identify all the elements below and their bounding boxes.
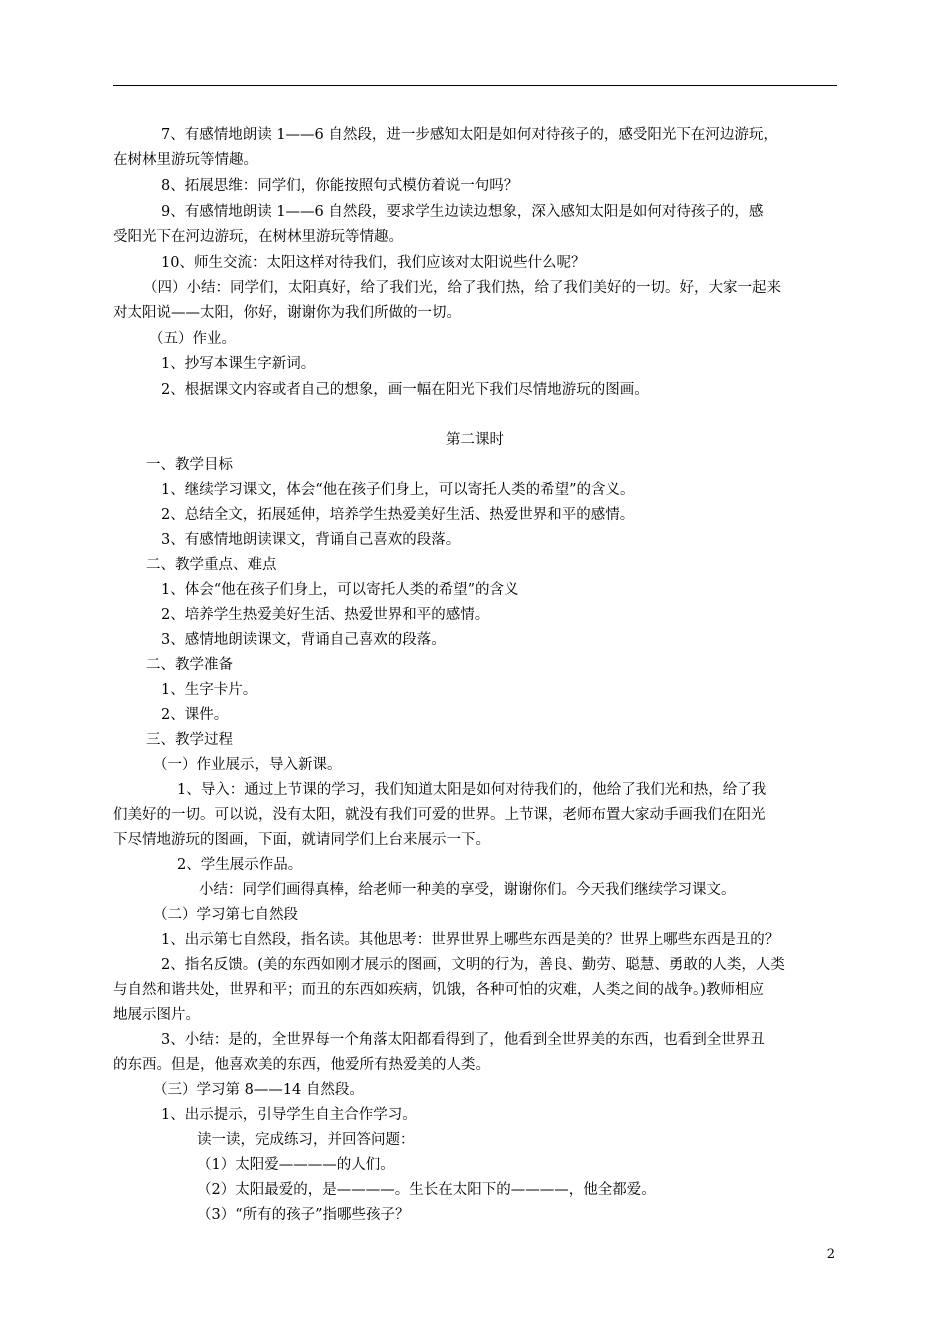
- text-line: 对太阳说——太阳，你好，谢谢你为我们所做的一切。: [113, 305, 461, 321]
- text-line: 1、出示提示，引导学生自主合作学习。: [161, 1107, 417, 1123]
- text-line: （四）小结：同学们，太阳真好，给了我们光，给了我们热，给了我们美好的一切。好，大家一起来: [143, 280, 781, 296]
- text-line: （一）作业展示，导入新课。: [153, 757, 342, 773]
- text-line: 2、课件。: [161, 707, 229, 723]
- text-line: 2、学生展示作品。: [177, 857, 303, 873]
- text-line: 读一读，完成练习，并回答问题：: [197, 1132, 415, 1148]
- text-line: 1、继续学习课文，体会“他在孩子们身上，可以寄托人类的希望”的含义。: [161, 482, 635, 498]
- text-line: 3、感情地朗读课文，背诵自己喜欢的段落。: [161, 632, 446, 648]
- text-line: （二）学习第七自然段: [153, 907, 298, 923]
- header-rule: [113, 85, 837, 86]
- text-line: 2、培养学生热爱美好生活、热爱世界和平的感情。: [161, 607, 490, 623]
- text-line: 7、有感情地朗读 1——6 自然段，进一步感知太阳是如何对待孩子的，感受阳光下在河边游玩，: [161, 127, 778, 143]
- text-line: 3、有感情地朗读课文，背诵自己喜欢的段落。: [161, 532, 461, 548]
- text-line: 小结：同学们画得真棒，给老师一种美的享受，谢谢你们。今天我们继续学习课文。: [199, 882, 736, 898]
- text-line: 2、根据课文内容或者自己的想象，画一幅在阳光下我们尽情地游玩的图画。: [161, 382, 649, 398]
- text-line: 的东西。但是，他喜欢美的东西，他爱所有热爱美的人类。: [113, 1057, 490, 1073]
- text-line: 三、教学过程: [146, 732, 233, 748]
- text-line: （3）“所有的孩子”指哪些孩子？: [197, 1207, 410, 1223]
- text-line: 1、抄写本课生字新词。: [161, 356, 316, 372]
- text-line: 9、有感情地朗读 1——6 自然段，要求学生边读边想象，深入感知太阳是如何对待孩子的，感: [161, 204, 764, 220]
- text-line: 2、总结全文，拓展延伸，培养学生热爱美好生活、热爱世界和平的感情。: [161, 507, 635, 523]
- text-line: 8、拓展思维：同学们，你能按照句式模仿着说一句吗？: [161, 178, 519, 194]
- text-line: 1、体会“他在孩子们身上，可以寄托人类的希望”的含义: [161, 582, 519, 598]
- text-line: 1、出示第七自然段，指名读。其他思考：世界世界上哪些东西是美的？世界上哪些东西是丑的？: [161, 932, 780, 948]
- text-line: 二、教学准备: [146, 657, 233, 673]
- text-line: 1、生字卡片。: [161, 682, 258, 698]
- text-line: 们美好的一切。可以说，没有太阳，就没有我们可爱的世界。上节课，老师布置大家动手画我们在阳光: [113, 807, 766, 823]
- text-line: 2、指名反馈。(美的东西如刚才展示的图画，文明的行为，善良、勤劳、聪慧、勇敢的人类，人类: [161, 957, 785, 973]
- text-line: （2）太阳最爱的，是————。生长在太阳下的————，他全都爱。: [197, 1182, 656, 1198]
- page-number: 2: [826, 1247, 835, 1262]
- text-line: 地展示图片。: [113, 1007, 200, 1023]
- text-line: 一、教学目标: [146, 457, 233, 473]
- section-heading: 第二课时: [446, 432, 504, 448]
- text-line: （五）作业。: [149, 331, 236, 347]
- text-line: 10、师生交流：太阳这样对待我们，我们应该对太阳说些什么呢？: [161, 255, 586, 271]
- text-line: 1、导入：通过上节课的学习，我们知道太阳是如何对待我们的，他给了我们光和热，给了我: [177, 782, 767, 798]
- text-line: （1）太阳爱————的人们。: [197, 1157, 395, 1173]
- text-line: 在树林里游玩等情趣。: [113, 152, 258, 168]
- text-line: 受阳光下在河边游玩，在树林里游玩等情趣。: [113, 229, 403, 245]
- text-line: 下尽情地游玩的图画，下面，就请同学们上台来展示一下。: [113, 832, 490, 848]
- text-line: （三）学习第 8——14 自然段。: [153, 1082, 364, 1098]
- text-line: 二、教学重点、难点: [146, 557, 277, 573]
- text-line: 与自然和谐共处，世界和平；而丑的东西如疾病，饥饿，各种可怕的灾难，人类之间的战争。)教师相应: [113, 982, 764, 998]
- text-line: 3、小结：是的，全世界每一个角落太阳都看得到了，他看到全世界美的东西，也看到全世界丑: [161, 1032, 765, 1048]
